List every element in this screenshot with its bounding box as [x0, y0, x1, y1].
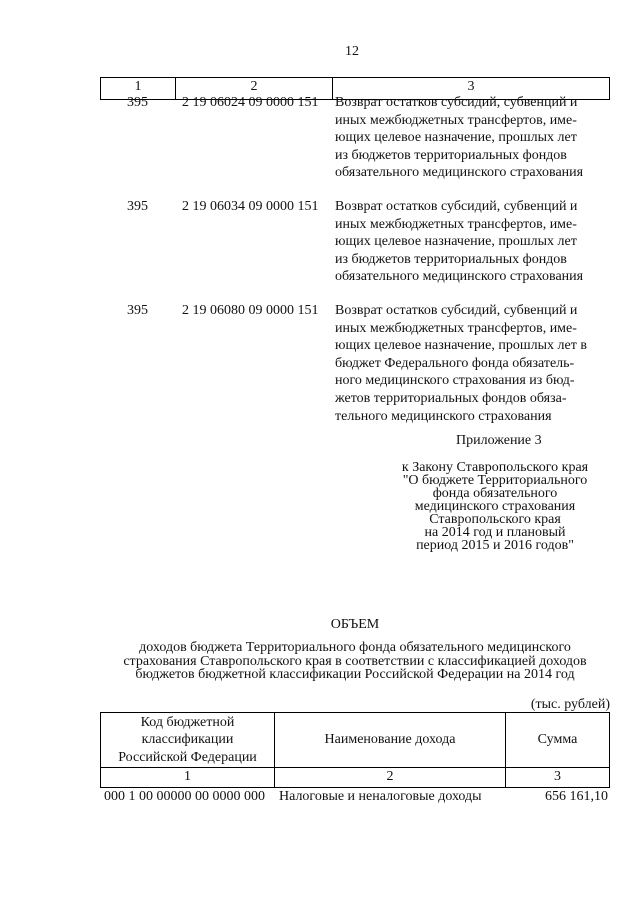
text-line: иных межбюджетных трансфертов, име-: [335, 320, 577, 336]
kbk-code: 2 19 06024 09 0000 151: [182, 95, 319, 110]
table1-header-col3: 3: [467, 79, 475, 94]
text-line: "О бюджете Территориального: [402, 473, 588, 488]
text-line: из бюджетов территориальных фондов: [335, 147, 567, 163]
appendix-title: Приложение 3: [456, 433, 542, 448]
table2-header-code: [101, 713, 275, 767]
text-line: Код бюджетной: [140, 714, 235, 730]
appendix-reference: [380, 461, 610, 552]
text-line: доходов бюджета Территориального фонда обязательного медицинского: [139, 640, 571, 655]
page-number: 12: [345, 44, 359, 59]
text-line: тельного медицинского страхования: [335, 408, 552, 424]
text-line: иных межбюджетных трансфертов, име-: [335, 112, 577, 128]
row-description: [335, 94, 583, 182]
table2-header: [100, 712, 610, 768]
text-line: обязательного медицинского страхования: [335, 165, 584, 181]
kbk-code: 2 19 06034 09 0000 151: [182, 199, 319, 214]
row-description: [335, 302, 587, 425]
text-line: иных межбюджетных трансфертов, име-: [335, 216, 577, 232]
text-line: фонда обязательного: [432, 486, 558, 501]
text-line: ющих целевое назначение, прошлых лет: [335, 130, 577, 146]
income-amount: 656 161,10: [545, 789, 608, 804]
table2-header-amount: Сумма: [537, 732, 578, 747]
text-line: жетов территориальных фондов обяза-: [335, 390, 567, 406]
text-line: к Закону Ставропольского края: [401, 460, 589, 475]
unit-label: (тыс. рублей): [530, 697, 610, 712]
table2-header-name: Наименование дохода: [275, 713, 506, 767]
table1-header-col1: 1: [101, 78, 176, 99]
text-line: из бюджетов территориальных фондов: [335, 251, 567, 267]
income-name: Налоговые и неналоговые доходы: [279, 789, 482, 804]
text-line: Возврат остатков субсидий, субвенций и: [335, 303, 578, 318]
text-line: ющих целевое назначение, прошлых лет в: [335, 338, 587, 354]
admin-code: 395: [127, 199, 148, 214]
text-line: бюджетов бюджетной классификации Российской Федерации на 2014 год: [135, 667, 575, 683]
text-line: ющих целевое назначение, прошлых лет: [335, 234, 577, 250]
table2-row: [100, 788, 610, 806]
kbk-code: 2 19 06080 09 0000 151: [182, 303, 319, 318]
admin-code: 395: [127, 95, 148, 110]
table2-num-col3: 3: [554, 769, 561, 784]
table1-header-col2: 2: [176, 78, 333, 99]
text-line: Российской Федерации: [118, 749, 257, 765]
text-line: классификации: [141, 732, 234, 748]
document-title: ОБЪЕМ: [330, 617, 380, 632]
text-line: медицинского страхования: [414, 499, 576, 514]
text-line: период 2015 и 2016 годов": [416, 538, 574, 553]
row-description: [335, 198, 583, 286]
table2-num-col1: 1: [101, 767, 275, 787]
text-line: страхования Ставропольского края в соответствии с классификацией доходов: [123, 653, 587, 669]
text-line: бюджет Федерального фонда обязатель-: [335, 355, 575, 371]
text-line: на 2014 год и плановый: [424, 525, 566, 540]
table2-num-col2: 2: [275, 767, 506, 787]
text-line: обязательного медицинского страхования: [335, 269, 584, 285]
text-line: Возврат остатков субсидий, субвенций и: [335, 95, 578, 110]
text-line: ного медицинского страхования из бюд-: [335, 373, 575, 389]
text-line: Возврат остатков субсидий, субвенций и: [335, 199, 578, 214]
table2-column-numbers: [100, 767, 610, 788]
text-line: Ставропольского края: [429, 512, 561, 527]
document-subtitle: [80, 641, 630, 682]
admin-code: 395: [127, 303, 148, 318]
income-code: 000 1 00 00000 00 0000 000: [104, 789, 265, 804]
